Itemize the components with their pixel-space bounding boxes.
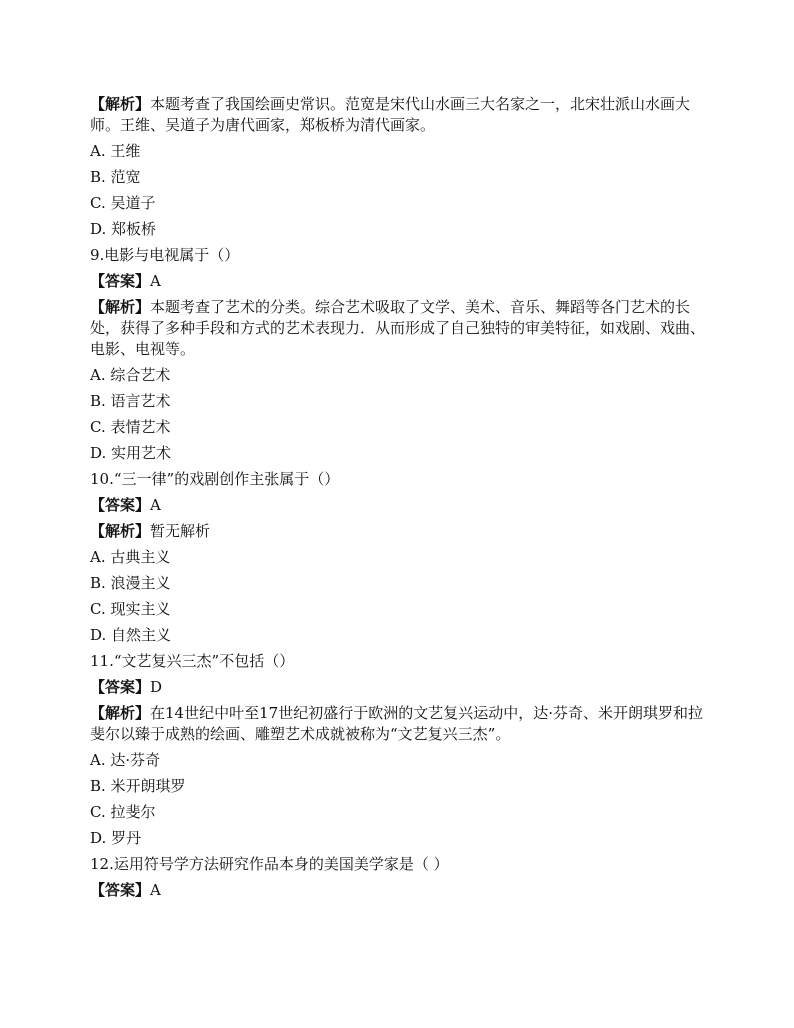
analysis-tag: 【解析】: [90, 522, 151, 540]
analysis-block: [90, 297, 715, 360]
option-block: [90, 417, 715, 438]
answer-block: [90, 677, 715, 698]
answer-tag: 【答案】: [90, 678, 151, 696]
answer-text: A: [150, 881, 161, 899]
option-text: A. 古典主义: [90, 548, 171, 566]
option-block: [90, 443, 715, 464]
option-block: [90, 828, 715, 849]
analysis-tag: 【解析】: [90, 704, 151, 722]
option-text: B. 范宽: [90, 168, 141, 186]
analysis-text: 本题考查了我国绘画史常识。范宽是宋代山水画三大名家之一，北宋壮派山水画大师。王维、吴道子为唐代画家，郑板桥为清代画家。: [90, 95, 691, 134]
option-block: [90, 365, 715, 386]
option-text: D. 自然主义: [90, 626, 172, 644]
answer-block: [90, 271, 715, 292]
option-text: B. 语言艺术: [90, 392, 171, 410]
option-text: C. 现实主义: [90, 600, 171, 618]
option-block: [90, 141, 715, 162]
option-text: B. 米开朗琪罗: [90, 777, 186, 795]
question-block: [90, 651, 715, 672]
analysis-block: [90, 703, 715, 745]
option-text: C. 表情艺术: [90, 418, 171, 436]
analysis-text: 本题考查了艺术的分类。综合艺术吸取了文学、美术、音乐、舞蹈等各门艺术的长处，获得了多种手段和方式的艺术表现力．从而形成了自己独特的审美特征，如戏剧、戏曲、电影、电视等。: [90, 298, 706, 358]
option-block: [90, 391, 715, 412]
answer-tag: 【答案】: [90, 496, 151, 514]
option-block: [90, 802, 715, 823]
option-text: A. 达·芬奇: [90, 751, 161, 769]
answer-tag: 【答案】: [90, 272, 151, 290]
option-block: [90, 167, 715, 188]
option-text: A. 综合艺术: [90, 366, 171, 384]
answer-text: A: [150, 272, 161, 290]
option-text: C. 吴道子: [90, 194, 156, 212]
document-page: [90, 94, 715, 906]
option-text: B. 浪漫主义: [90, 574, 171, 592]
analysis-tag: 【解析】: [90, 298, 151, 316]
question-text: 11.“文艺复兴三杰”不包括（）: [90, 652, 295, 670]
option-text: C. 拉斐尔: [90, 803, 156, 821]
answer-block: [90, 880, 715, 901]
option-text: D. 郑板桥: [90, 220, 157, 238]
option-block: [90, 193, 715, 214]
analysis-text: 在14世纪中叶至17世纪初盛行于欧洲的文艺复兴运动中，达·芬奇、米开朗琪罗和拉斐尔以臻于成熟的绘画、雕塑艺术成就被称为“文艺复兴三杰”。: [90, 704, 703, 743]
option-text: D. 实用艺术: [90, 444, 172, 462]
option-block: [90, 599, 715, 620]
option-block: [90, 625, 715, 646]
analysis-text: 暂无解析: [150, 522, 211, 540]
option-block: [90, 750, 715, 771]
option-block: [90, 776, 715, 797]
question-text: 9.电影与电视属于（）: [90, 246, 240, 264]
question-block: [90, 854, 715, 875]
question-text: 10.“三一律”的戏剧创作主张属于（）: [90, 470, 340, 488]
analysis-tag: 【解析】: [90, 95, 151, 113]
option-block: [90, 547, 715, 568]
answer-text: D: [150, 678, 163, 696]
option-text: A. 王维: [90, 142, 141, 160]
answer-block: [90, 495, 715, 516]
analysis-block: [90, 94, 715, 136]
question-block: [90, 245, 715, 266]
answer-tag: 【答案】: [90, 881, 151, 899]
option-block: [90, 219, 715, 240]
option-block: [90, 573, 715, 594]
question-text: 12.运用符号学方法研究作品本身的美国美学家是（ ）: [90, 855, 449, 873]
question-block: [90, 469, 715, 490]
answer-text: A: [150, 496, 161, 514]
option-text: D. 罗丹: [90, 829, 142, 847]
analysis-block: [90, 521, 715, 542]
